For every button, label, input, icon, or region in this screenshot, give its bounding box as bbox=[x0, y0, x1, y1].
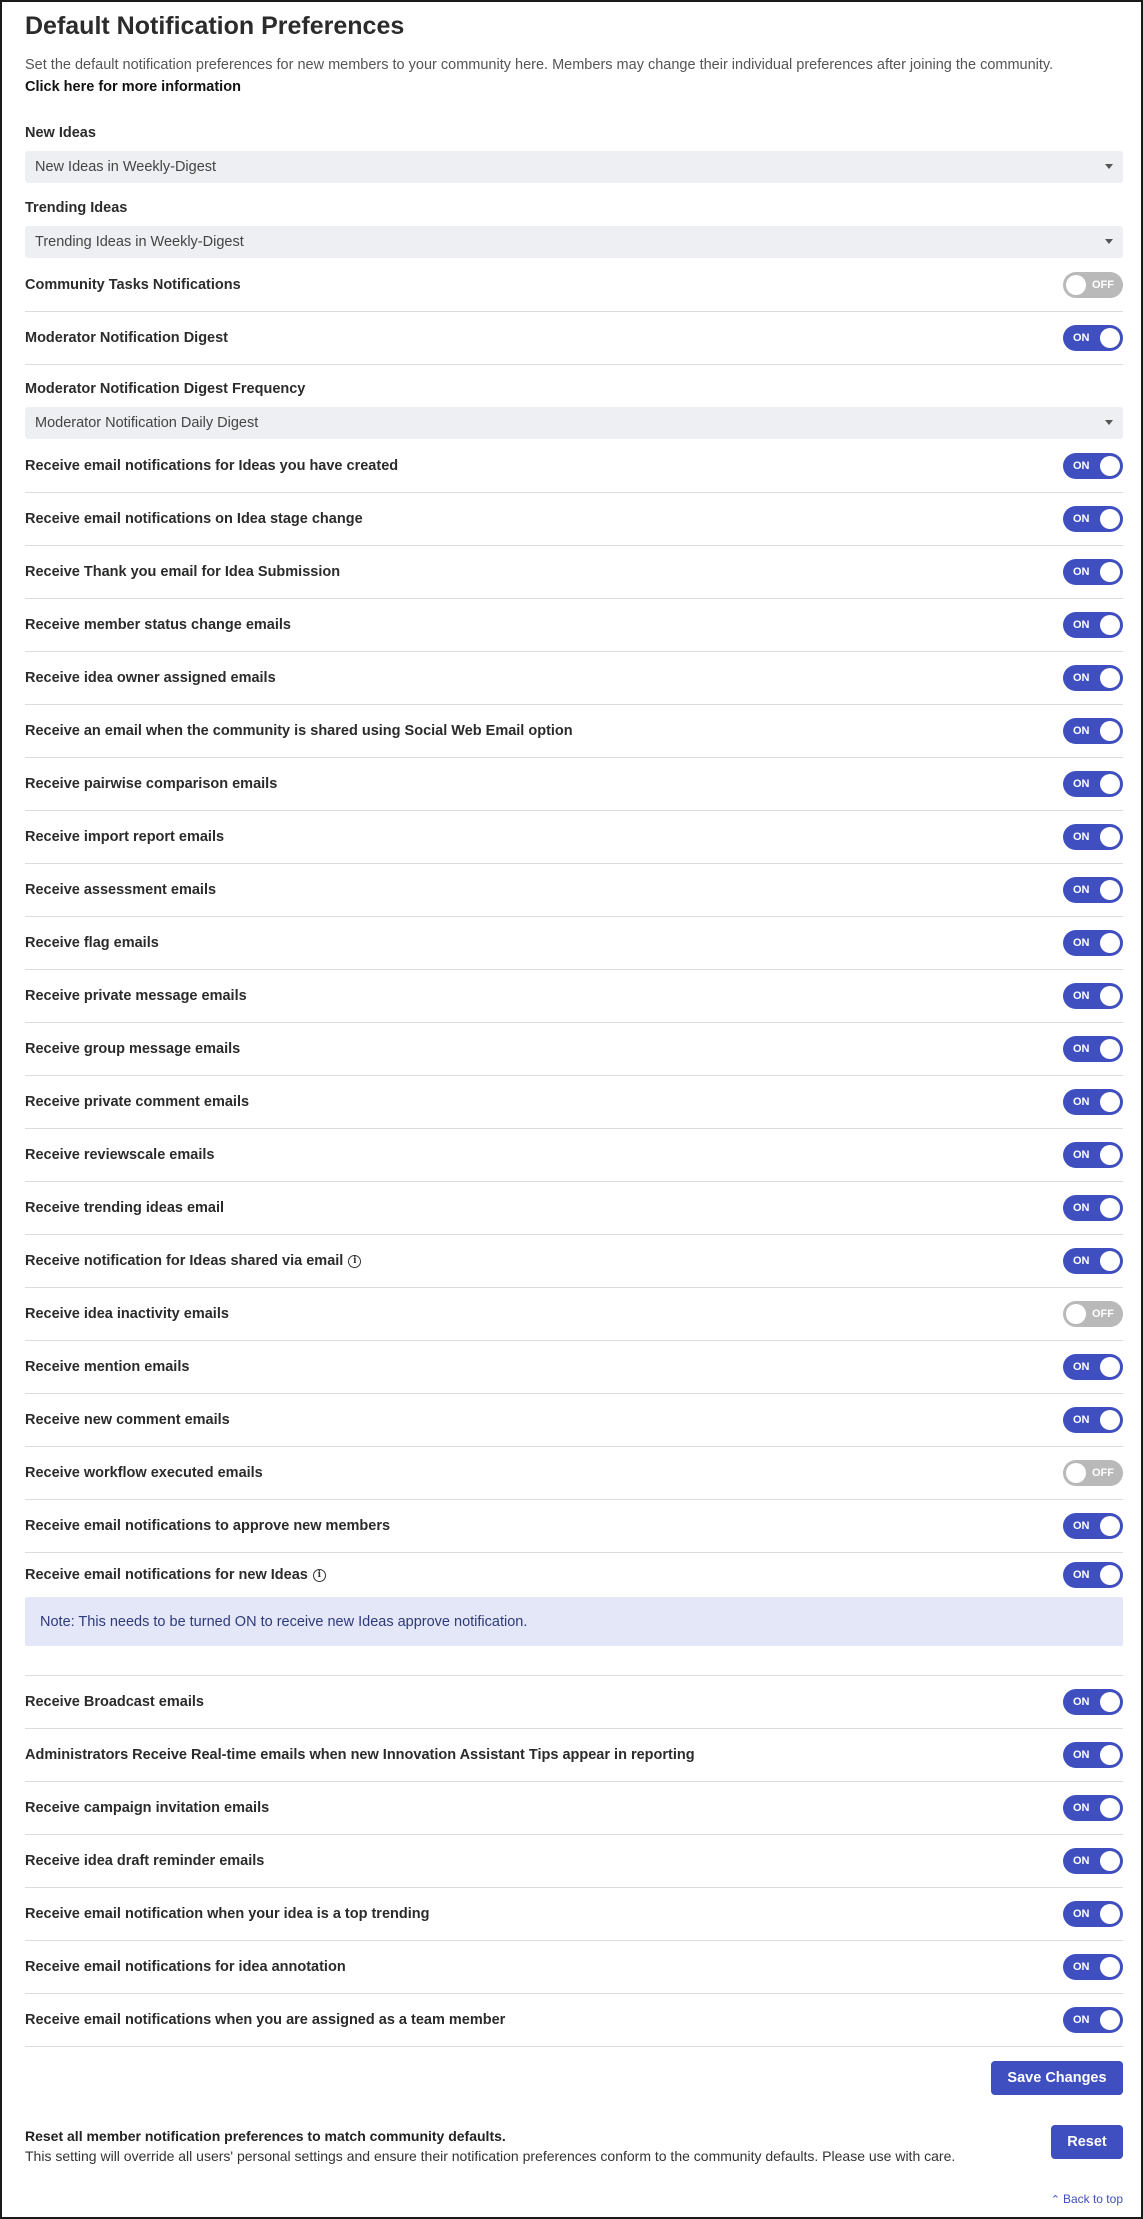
pref-label-text: Receive email notifications to approve new members bbox=[25, 1518, 391, 1534]
toggle-knob bbox=[1100, 509, 1120, 529]
toggle-state-label: ON bbox=[1073, 1202, 1090, 1214]
toggle-state-label: ON bbox=[1073, 566, 1090, 578]
pref-toggle[interactable] bbox=[1063, 1036, 1123, 1062]
pref-toggle[interactable] bbox=[1063, 1954, 1123, 1980]
reset-description bbox=[25, 2126, 1025, 2166]
pref-row bbox=[25, 758, 1123, 811]
toggle-state-label: ON bbox=[1073, 831, 1090, 843]
pref-toggle[interactable] bbox=[1063, 824, 1123, 850]
pref-label-text: Receive new comment emails bbox=[25, 1412, 230, 1428]
toggle-knob bbox=[1100, 1251, 1120, 1271]
pref-label bbox=[25, 1359, 189, 1375]
back-to-top-link[interactable] bbox=[1051, 2192, 1123, 2206]
pref-row bbox=[25, 970, 1123, 1023]
toggle-state-label: ON bbox=[1073, 990, 1090, 1002]
pref-label-text: Receive private comment emails bbox=[25, 1094, 250, 1110]
toggle-state-label: ON bbox=[1073, 1855, 1090, 1867]
pref-label bbox=[25, 1041, 240, 1057]
pref-label-text: Receive idea draft reminder emails bbox=[25, 1853, 265, 1869]
pref-label-text: Receive group message emails bbox=[25, 1041, 241, 1057]
toggle-state-label: ON bbox=[1073, 1255, 1090, 1267]
pref-label-text: Receive email notification when your idea is a top trending bbox=[25, 1906, 430, 1922]
pref-row bbox=[25, 1676, 1123, 1729]
toggle-knob bbox=[1100, 1198, 1120, 1218]
toggle-knob bbox=[1100, 668, 1120, 688]
pref-label bbox=[25, 1412, 230, 1428]
pref-label bbox=[25, 723, 573, 739]
pref-toggle[interactable] bbox=[1063, 1089, 1123, 1115]
pref-label-text: Administrators Receive Real-time emails when new Innovation Assistant Tips appear in reporting bbox=[25, 1747, 695, 1763]
pref-row bbox=[25, 440, 1123, 493]
pref-label bbox=[25, 564, 340, 580]
pref-label bbox=[25, 1306, 229, 1322]
pref-label-text: Receive email notifications for idea annotation bbox=[25, 1959, 346, 1975]
toggle-state-label: ON bbox=[1073, 332, 1090, 344]
pref-label-text: Receive email notifications on Idea stage change bbox=[25, 511, 363, 527]
pref-label bbox=[25, 1567, 326, 1583]
pref-label-text: Receive email notifications for Ideas you have created bbox=[25, 458, 399, 474]
pref-label-text: Receive assessment emails bbox=[25, 882, 217, 898]
pref-label bbox=[25, 1518, 390, 1534]
pref-row bbox=[25, 1288, 1123, 1341]
pref-row bbox=[25, 1994, 1123, 2047]
toggle-knob bbox=[1100, 1745, 1120, 1765]
pref-toggle[interactable] bbox=[1063, 1513, 1123, 1539]
digest-frequency-select-value: Moderator Notification Daily Digest bbox=[35, 415, 259, 431]
pref-label bbox=[25, 1853, 264, 1869]
toggle-state-label: ON bbox=[1073, 884, 1090, 896]
pref-toggle[interactable] bbox=[1063, 506, 1123, 532]
info-icon[interactable]: i bbox=[313, 1569, 326, 1582]
toggle-knob bbox=[1100, 1357, 1120, 1377]
pref-label bbox=[25, 511, 363, 527]
toggle-knob bbox=[1100, 827, 1120, 847]
pref-toggle[interactable] bbox=[1063, 1562, 1123, 1588]
toggle-knob bbox=[1100, 1516, 1120, 1536]
pref-label-text: Moderator Notification Digest bbox=[25, 330, 229, 346]
pref-row bbox=[25, 1182, 1123, 1235]
pref-toggle[interactable] bbox=[1063, 1248, 1123, 1274]
pref-label bbox=[25, 1906, 429, 1922]
pref-label-text: Community Tasks Notifications bbox=[25, 277, 241, 293]
pref-row bbox=[25, 1076, 1123, 1129]
pref-toggle[interactable] bbox=[1063, 1407, 1123, 1433]
pref-label-text: Receive notification for Ideas shared via email bbox=[25, 1253, 344, 1269]
toggle-knob bbox=[1100, 880, 1120, 900]
toggle-state-label: ON bbox=[1073, 1802, 1090, 1814]
toggle-knob bbox=[1100, 1904, 1120, 1924]
pref-toggle[interactable] bbox=[1063, 1848, 1123, 1874]
new-ideas-select-value: New Ideas in Weekly-Digest bbox=[35, 159, 217, 175]
pref-label-text: Receive private message emails bbox=[25, 988, 247, 1004]
pref-label-text: Receive reviewscale emails bbox=[25, 1147, 215, 1163]
trending-ideas-label: Trending Ideas bbox=[25, 200, 128, 216]
pref-label bbox=[25, 1959, 346, 1975]
pref-label-text: Receive flag emails bbox=[25, 935, 159, 951]
pref-label bbox=[25, 458, 398, 474]
pref-toggle[interactable] bbox=[1063, 1460, 1123, 1486]
toggle-state-label: ON bbox=[1073, 1696, 1090, 1708]
toggle-state-label: OFF bbox=[1092, 1467, 1114, 1479]
toggle-knob bbox=[1066, 1304, 1086, 1324]
toggle-state-label: ON bbox=[1073, 1149, 1090, 1161]
pref-toggle[interactable] bbox=[1063, 612, 1123, 638]
pref-label bbox=[25, 617, 291, 633]
reset-title: Reset all member notification preferences to match community defaults. bbox=[25, 2128, 506, 2144]
pref-row bbox=[25, 599, 1123, 652]
toggle-state-label: ON bbox=[1073, 2014, 1090, 2026]
pref-toggle[interactable] bbox=[1063, 2007, 1123, 2033]
page-description bbox=[25, 55, 1123, 97]
pref-row bbox=[25, 259, 1123, 312]
pref-toggle[interactable] bbox=[1063, 1742, 1123, 1768]
pref-row bbox=[25, 705, 1123, 758]
pref-label-text: Receive Broadcast emails bbox=[25, 1694, 204, 1710]
toggle-knob bbox=[1066, 275, 1086, 295]
pref-toggle[interactable] bbox=[1063, 453, 1123, 479]
toggle-state-label: ON bbox=[1073, 1096, 1090, 1108]
toggle-knob bbox=[1100, 1851, 1120, 1871]
pref-label-text: Receive workflow executed emails bbox=[25, 1465, 263, 1481]
pref-label bbox=[25, 330, 228, 346]
toggle-knob bbox=[1100, 986, 1120, 1006]
toggle-state-label: ON bbox=[1073, 619, 1090, 631]
toggle-state-label: ON bbox=[1073, 1749, 1090, 1761]
double-chevron-up-icon: ⌃ bbox=[1050, 2194, 1060, 2206]
pref-row bbox=[25, 1129, 1123, 1182]
toggle-knob bbox=[1100, 2010, 1120, 2030]
pref-toggle[interactable] bbox=[1063, 1901, 1123, 1927]
save-changes-button[interactable]: Save Changes bbox=[991, 2061, 1123, 2095]
toggle-state-label: ON bbox=[1073, 1414, 1090, 1426]
toggle-knob bbox=[1100, 774, 1120, 794]
toggle-state-label: ON bbox=[1073, 1961, 1090, 1973]
toggle-state-label: ON bbox=[1073, 725, 1090, 737]
toggle-state-label: ON bbox=[1073, 460, 1090, 472]
toggle-state-label: ON bbox=[1073, 672, 1090, 684]
toggle-knob bbox=[1100, 1410, 1120, 1430]
pref-label bbox=[25, 1200, 224, 1216]
pref-row bbox=[25, 1341, 1123, 1394]
pref-toggle[interactable] bbox=[1063, 325, 1123, 351]
pref-label bbox=[25, 1465, 263, 1481]
pref-label-text: Receive pairwise comparison emails bbox=[25, 776, 278, 792]
pref-row bbox=[25, 1835, 1123, 1888]
toggle-knob bbox=[1100, 456, 1120, 476]
more-information-link[interactable]: Click here for more information bbox=[25, 79, 241, 95]
toggle-knob bbox=[1100, 1039, 1120, 1059]
pref-label bbox=[25, 829, 224, 845]
pref-row bbox=[25, 864, 1123, 917]
pref-row bbox=[25, 1447, 1123, 1500]
trending-ideas-select[interactable] bbox=[25, 226, 1123, 258]
pref-row bbox=[25, 546, 1123, 599]
toggle-state-label: ON bbox=[1073, 937, 1090, 949]
pref-label bbox=[25, 776, 277, 792]
toggle-knob bbox=[1100, 615, 1120, 635]
pref-label bbox=[25, 1747, 695, 1763]
trending-ideas-select-value: Trending Ideas in Weekly-Digest bbox=[35, 234, 244, 250]
pref-label bbox=[25, 1094, 249, 1110]
pref-label-text: Receive trending ideas email bbox=[25, 1200, 225, 1216]
pref-label-text: Receive an email when the community is shared using Social Web Email option bbox=[25, 723, 573, 739]
pref-label bbox=[25, 1800, 269, 1816]
pref-label bbox=[25, 882, 216, 898]
toggle-state-label: ON bbox=[1073, 1361, 1090, 1373]
pref-toggle[interactable] bbox=[1063, 930, 1123, 956]
pref-label bbox=[25, 1253, 361, 1269]
pref-row bbox=[25, 1888, 1123, 1941]
pref-toggle[interactable] bbox=[1063, 718, 1123, 744]
pref-row bbox=[25, 493, 1123, 546]
pref-row bbox=[25, 1500, 1123, 1553]
pref-toggle[interactable] bbox=[1063, 559, 1123, 585]
toggle-knob bbox=[1100, 721, 1120, 741]
pref-label-text: Receive idea inactivity emails bbox=[25, 1306, 229, 1322]
pref-row bbox=[25, 652, 1123, 705]
pref-label-text: Receive idea owner assigned emails bbox=[25, 670, 276, 686]
pref-toggle[interactable] bbox=[1063, 1354, 1123, 1380]
pref-toggle[interactable] bbox=[1063, 877, 1123, 903]
toggle-knob bbox=[1100, 328, 1120, 348]
pref-label bbox=[25, 2012, 505, 2028]
toggle-state-label: ON bbox=[1073, 1908, 1090, 1920]
chevron-down-icon bbox=[1105, 239, 1113, 244]
reset-warning: This setting will override all users' personal settings and ensure their notification preferences conform to the community defaults. Please use with care. bbox=[25, 2148, 956, 2164]
pref-toggle[interactable] bbox=[1063, 272, 1123, 298]
pref-label-text: Receive campaign invitation emails bbox=[25, 1800, 270, 1816]
pref-label bbox=[25, 1694, 204, 1710]
pref-toggle[interactable] bbox=[1063, 983, 1123, 1009]
reset-button[interactable]: Reset bbox=[1051, 2125, 1123, 2159]
toggle-knob bbox=[1100, 1692, 1120, 1712]
pref-label bbox=[25, 277, 241, 293]
pref-row bbox=[25, 1394, 1123, 1447]
toggle-knob bbox=[1100, 562, 1120, 582]
pref-label-text: Receive Thank you email for Idea Submission bbox=[25, 564, 341, 580]
back-to-top-label: Back to top bbox=[1062, 2192, 1123, 2206]
pref-label-text: Receive mention emails bbox=[25, 1359, 190, 1375]
pref-label-text: Receive member status change emails bbox=[25, 617, 291, 633]
toggle-state-label: ON bbox=[1073, 513, 1090, 525]
pref-label-text: Receive email notifications for new Ideas bbox=[25, 1567, 308, 1583]
toggle-knob bbox=[1100, 933, 1120, 953]
pref-row bbox=[25, 917, 1123, 970]
description-text: Set the default notification preferences for new members to your community here. Members may change their individual preferences after joining the community. bbox=[25, 57, 1054, 73]
new-ideas-label: New Ideas bbox=[25, 125, 96, 141]
pref-row bbox=[25, 1023, 1123, 1076]
toggle-knob bbox=[1100, 1957, 1120, 1977]
toggle-knob bbox=[1066, 1463, 1086, 1483]
pref-toggle[interactable] bbox=[1063, 1142, 1123, 1168]
pref-row bbox=[25, 312, 1123, 365]
digest-frequency-label: Moderator Notification Digest Frequency bbox=[25, 381, 306, 397]
toggle-knob bbox=[1100, 1145, 1120, 1165]
toggle-state-label: OFF bbox=[1092, 279, 1114, 291]
info-icon[interactable]: i bbox=[348, 1255, 361, 1268]
page-title: Default Notification Preferences bbox=[25, 12, 405, 40]
toggle-state-label: OFF bbox=[1092, 1308, 1114, 1320]
toggle-state-label: ON bbox=[1073, 1043, 1090, 1055]
toggle-knob bbox=[1100, 1798, 1120, 1818]
toggle-state-label: ON bbox=[1073, 778, 1090, 790]
pref-row bbox=[25, 1553, 1123, 1597]
pref-row bbox=[25, 1729, 1123, 1782]
pref-label bbox=[25, 670, 276, 686]
pref-toggle[interactable] bbox=[1063, 1195, 1123, 1221]
chevron-down-icon bbox=[1105, 420, 1113, 425]
pref-toggle[interactable] bbox=[1063, 1795, 1123, 1821]
pref-row bbox=[25, 1782, 1123, 1835]
pref-toggle[interactable] bbox=[1063, 1689, 1123, 1715]
new-ideas-select[interactable] bbox=[25, 151, 1123, 183]
toggle-state-label: ON bbox=[1073, 1569, 1090, 1581]
pref-label-text: Receive import report emails bbox=[25, 829, 225, 845]
pref-row bbox=[25, 1235, 1123, 1288]
toggle-state-label: ON bbox=[1073, 1520, 1090, 1532]
pref-row bbox=[25, 811, 1123, 864]
toggle-knob bbox=[1100, 1565, 1120, 1585]
pref-label bbox=[25, 988, 247, 1004]
pref-toggle[interactable] bbox=[1063, 665, 1123, 691]
pref-label bbox=[25, 935, 159, 951]
pref-label bbox=[25, 1147, 214, 1163]
digest-frequency-select[interactable] bbox=[25, 407, 1123, 439]
pref-label-text: Receive email notifications when you are assigned as a team member bbox=[25, 2012, 506, 2028]
pref-toggle[interactable] bbox=[1063, 1301, 1123, 1327]
toggle-knob bbox=[1100, 1092, 1120, 1112]
pref-toggle[interactable] bbox=[1063, 771, 1123, 797]
new-ideas-note: Note: This needs to be turned ON to receive new Ideas approve notification. bbox=[25, 1597, 1123, 1646]
chevron-down-icon bbox=[1105, 164, 1113, 169]
pref-row bbox=[25, 1941, 1123, 1994]
